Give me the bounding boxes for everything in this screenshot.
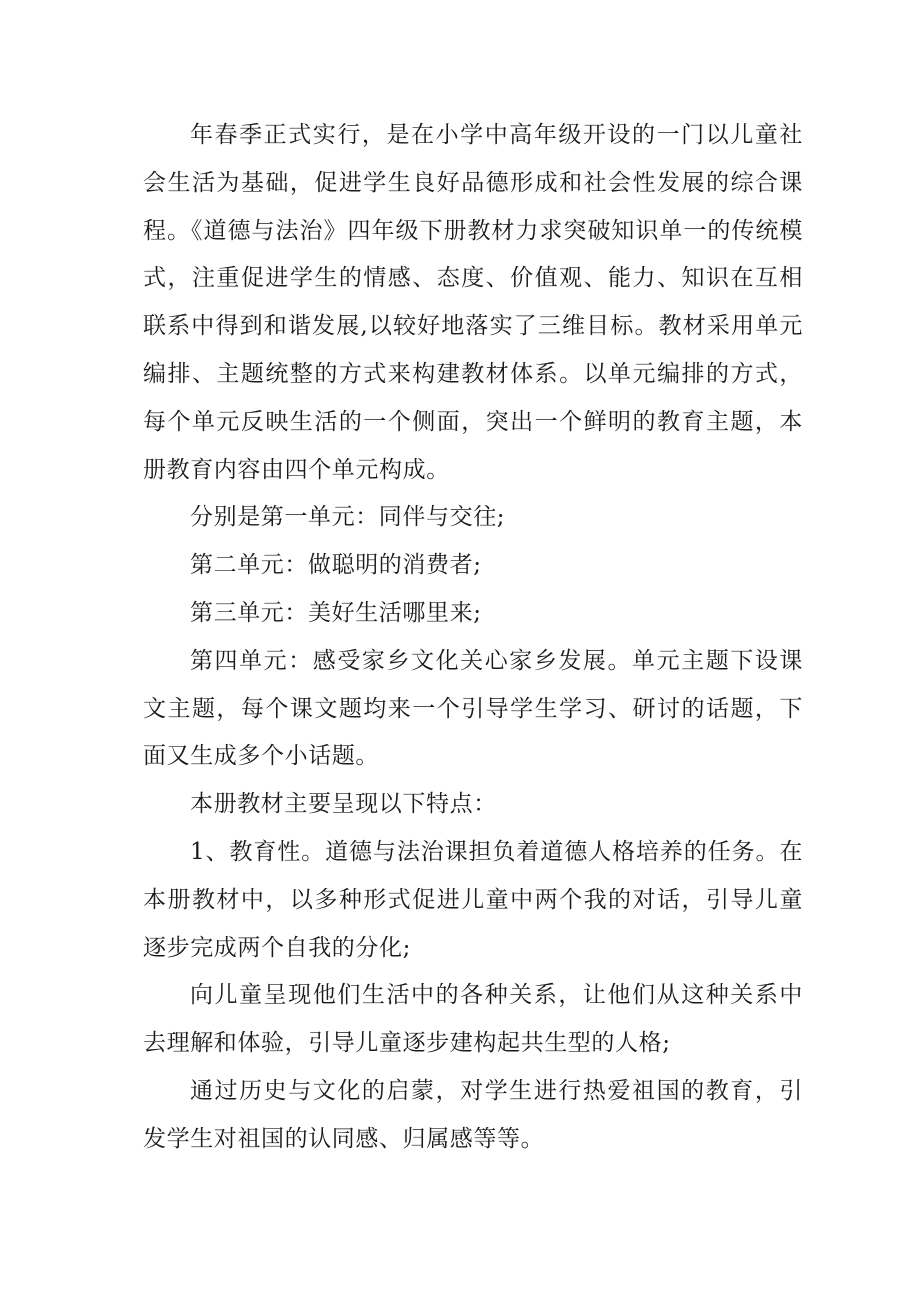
paragraph-patriotism: 通过历史与文化的启蒙，对学生进行热爱祖国的教育，引发学生对祖国的认同感、归属感等等。: [143, 1077, 803, 1152]
document-body: [143, 112, 803, 1164]
paragraph-intro: 年春季正式实行，是在小学中高年级开设的一门以儿童社会生活为基础，促进学生良好品德形成和社会性发展的综合课程。《道德与法治》四年级下册教材力求突破知识单一的传统模式，注重促进学生的情感、态度、价值观、能力、知识在互相联系中得到和谐发展,以较好地落实了三维目标。教材采用单元编排、主题统整的方式来构建教材体系。以单元编排的方式，每个单元反映生活的一个侧面，突出一个鲜明的教育主题，本册教育内容由四个单元构成。: [143, 122, 803, 483]
paragraph-feature-educational: 1、教育性。道德与法治课担负着道德人格培养的任务。在本册教材中，以多种形式促进儿童中两个我的对话，引导儿童逐步完成两个自我的分化;: [143, 838, 803, 961]
paragraph-unit-one: 分别是第一单元：同伴与交往;: [190, 504, 506, 531]
paragraph-unit-three: 第三单元：美好生活哪里来;: [190, 599, 482, 626]
paragraph-features-heading: 本册教材主要呈现以下特点：: [190, 791, 497, 818]
paragraph-relationships: 向儿童呈现他们生活中的各种关系，让他们从这种关系中去理解和体验，引导儿童逐步建构起共生型的人格;: [143, 982, 803, 1057]
paragraph-unit-two: 第二单元：做聪明的消费者;: [190, 552, 482, 579]
paragraph-unit-four: 第四单元：感受家乡文化关心家乡发展。单元主题下设课文主题，每个课文题均来一个引导学生学习、研讨的话题，下面又生成多个小话题。: [143, 647, 803, 770]
